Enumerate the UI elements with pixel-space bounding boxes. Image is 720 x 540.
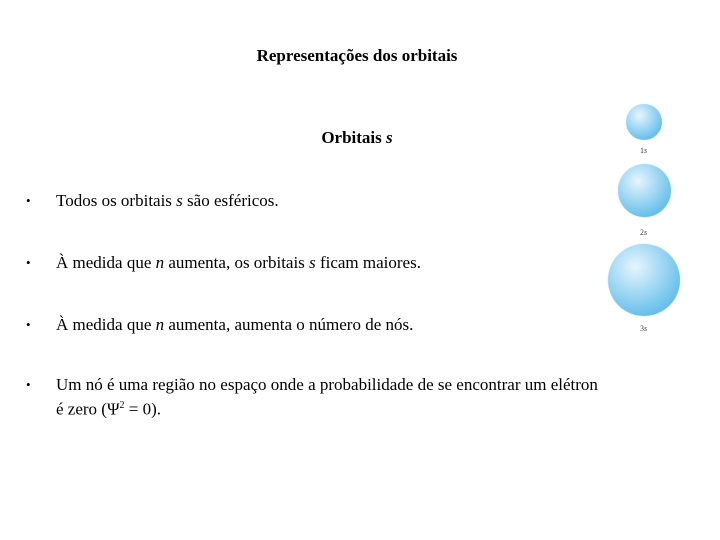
text-part: = 0). (124, 399, 162, 419)
orbital-2s (600, 158, 690, 240)
bullet-text (56, 374, 696, 420)
text-part: Todos os orbitais (56, 191, 177, 210)
text-part: é zero (Ψ (56, 399, 120, 419)
label-letter: s (644, 324, 648, 333)
label-letter: s (644, 146, 648, 155)
variable: s (176, 191, 183, 210)
label-letter: s (644, 228, 648, 237)
text-part: ficam maiores. (315, 253, 421, 272)
bullet-marker: • (26, 317, 31, 332)
orbital-3s (600, 240, 690, 340)
text-part: são esféricos. (182, 191, 279, 210)
orbital-1s (600, 96, 690, 158)
label-number: 1 (640, 146, 644, 155)
bullet-marker: • (26, 193, 31, 208)
text-line: Um nó é uma região no espaço onde a probabilidade de se encontrar um elétron (56, 375, 598, 394)
subtitle-variable: s (386, 128, 393, 147)
text-part: À medida que (56, 315, 156, 334)
text-part: aumenta, aumenta o número de nós. (164, 315, 414, 334)
orbital-3s-label (640, 324, 647, 333)
subtitle-text: Orbitais (321, 128, 387, 147)
text-part: aumenta, os orbitais (164, 253, 310, 272)
text-part: À medida que (56, 253, 156, 272)
label-number: 3 (640, 324, 644, 333)
orbital-3s-sphere (608, 244, 680, 316)
bullet-marker: • (26, 255, 31, 270)
variable: n (155, 315, 165, 334)
slide-title: Representações dos orbitais (256, 46, 458, 65)
bullet-marker: • (26, 377, 31, 392)
variable: s (309, 253, 316, 272)
orbital-1s-label (640, 146, 647, 155)
variable: n (155, 253, 165, 272)
orbital-2s-label (640, 228, 647, 237)
orbital-2s-sphere (618, 164, 671, 217)
superscript: 2 (119, 400, 125, 411)
label-number: 2 (640, 228, 644, 237)
orbital-1s-sphere (626, 104, 662, 140)
